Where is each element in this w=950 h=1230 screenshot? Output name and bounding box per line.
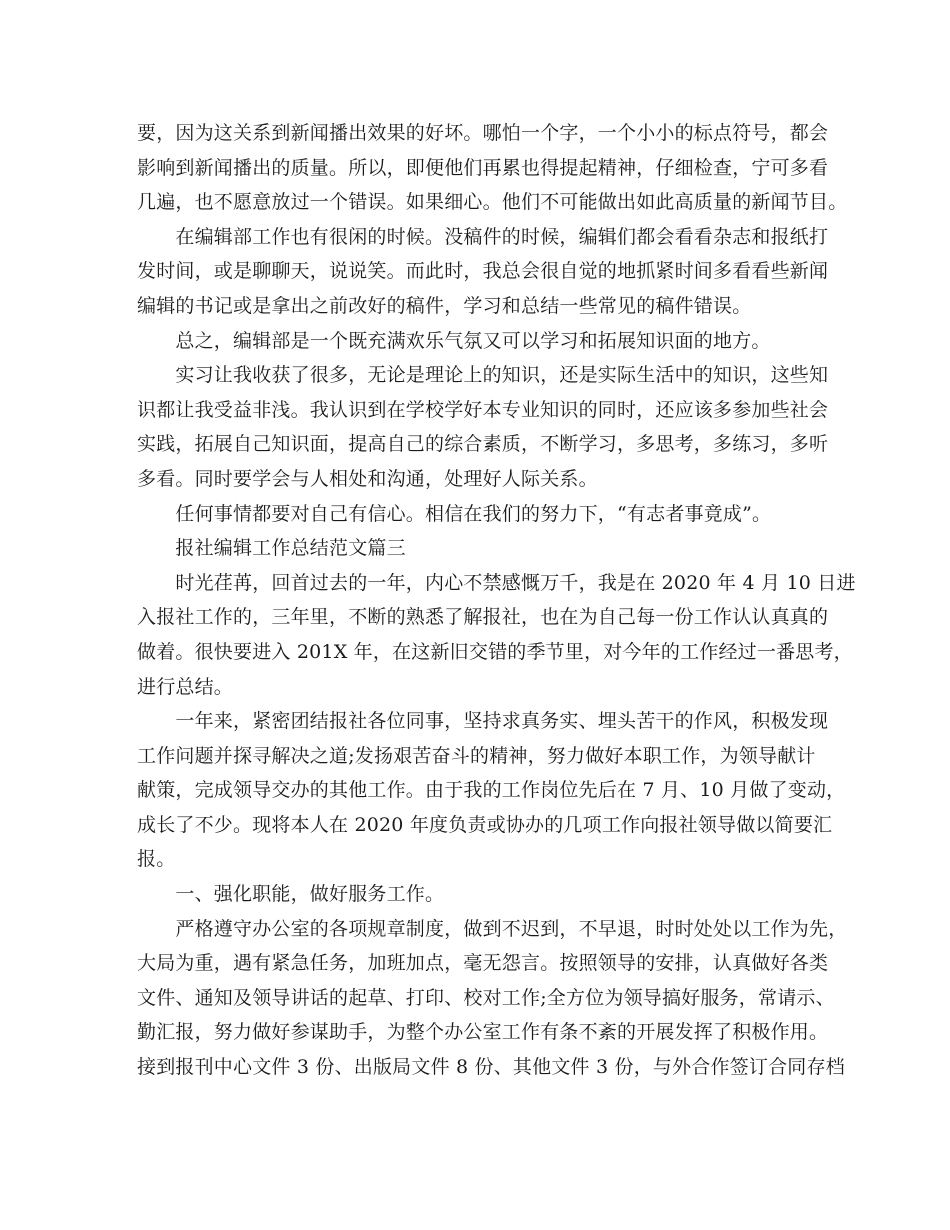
- subsection-heading: 一、强化职能，做好服务工作。: [137, 883, 445, 906]
- text-line: 大局为重，遇有紧急任务，加班加点，毫无怨言。按照领导的安排，认真做好各类: [137, 952, 829, 975]
- text-line: 入报社工作的，三年里，不断的熟悉了解报社，也在为自己每一份工作认认真真的: [137, 606, 829, 629]
- text-line: 在编辑部工作也有很闲的时候。没稿件的时候，编辑们都会看看杂志和报纸打: [137, 225, 829, 248]
- text-line: 时光荏苒，回首过去的一年，内心不禁感慨万千，我是在 2020 年 4 月 10 日进: [137, 571, 856, 594]
- text-line: 发时间，或是聊聊天，说说笑。而此时，我总会很自觉的地抓紧时间多看看些新闻: [137, 260, 829, 283]
- section-title: 报社编辑工作总结范文篇三: [137, 537, 406, 560]
- text-line: 进行总结。: [137, 675, 234, 698]
- text-line: 一年来，紧密团结报社各位同事，坚持求真务实、埋头苦干的作风，积极发现: [137, 710, 829, 733]
- text-line: 成长了不少。现将本人在 2020 年度负责或协办的几项工作向报社领导做以简要汇: [137, 813, 833, 836]
- text-line: 献策，完成领导交办的其他工作。由于我的工作岗位先后在 7 月、10 月做了变动，: [137, 779, 846, 802]
- text-line: 实践，拓展自己知识面，提高自己的综合素质，不断学习，多思考，多练习，多听: [137, 433, 829, 456]
- text-line: 实习让我收获了很多，无论是理论上的知识，还是实际生活中的知识，这些知: [137, 364, 829, 387]
- text-line: 几遍，也不愿意放过一个错误。如果细心。他们不可能做出如此高质量的新闻节目。: [137, 191, 848, 214]
- text-line: 影响到新闻播出的质量。所以，即便他们再累也得提起精神，仔细检查，宁可多看: [137, 156, 829, 179]
- text-line: 工作问题并探寻解决之道;发扬艰苦奋斗的精神，努力做好本职工作，为领导献计: [137, 744, 816, 767]
- document-body: [137, 116, 856, 1085]
- text-line: 任何事情都要对自己有信心。相信在我们的努力下，“有志者事竟成”。: [137, 502, 772, 525]
- text-line: 报。: [137, 848, 176, 871]
- text-line: 严格遵守办公室的各项规章制度，做到不迟到，不早退，时时处处以工作为先，: [137, 917, 848, 940]
- text-line: 做着。很快要进入 201X 年，在这新旧交错的季节里，对今年的工作经过一番思考，: [137, 640, 853, 663]
- text-line: 识都让我受益非浅。我认识到在学校学好本专业知识的同时，还应该多参加些社会: [137, 398, 829, 421]
- text-line: 接到报刊中心文件 3 份、出版局文件 8 份、其他文件 3 份，与外合作签订合同存档: [137, 1056, 845, 1079]
- text-line: 要，因为这关系到新闻播出效果的好坏。哪怕一个字，一个小小的标点符号，都会: [137, 122, 829, 144]
- text-line: 多看。同时要学会与人相处和沟通，处理好人际关系。: [137, 467, 598, 490]
- text-line: 勤汇报，努力做好参谋助手，为整个办公室工作有条不紊的开展发挥了积极作用。: [137, 1021, 829, 1044]
- text-line: 编辑的书记或是拿出之前改好的稿件，学习和总结一些常见的稿件错误。: [137, 294, 752, 317]
- text-line: 文件、通知及领导讲话的起草、打印、校对工作;全方位为领导搞好服务，常请示、: [137, 986, 835, 1009]
- text-line: 总之，编辑部是一个既充满欢乐气氛又可以学习和拓展知识面的地方。: [137, 329, 771, 352]
